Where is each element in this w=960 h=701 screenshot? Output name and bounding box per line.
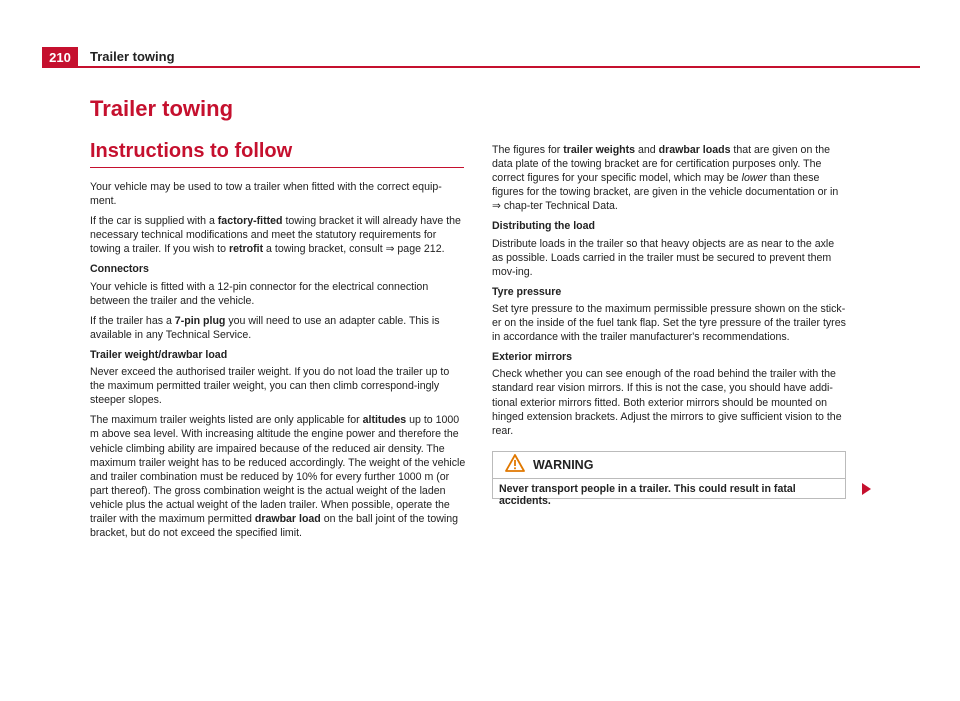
trailer-weight-paragraph: Never exceed the authorised trailer weight. If you do not load the trailer up to the maximum permitted trailer weight, you can then climb correspond-ingly steeper slopes.	[90, 366, 450, 407]
left-column	[90, 180, 466, 546]
chapter-title: Trailer towing	[90, 96, 234, 121]
load-heading: Distributing the load	[492, 220, 595, 233]
page-number: 210	[42, 47, 78, 67]
warning-text-wrapper	[493, 479, 845, 507]
running-title: Trailer towing	[90, 49, 175, 64]
tyre-paragraph: Set tyre pressure to the maximum permissible pressure shown on the stick-er on the inside of the fuel tank flap. Set the tyre pressure of the trailer tyres in accordance with the trailer manufacturer's recommendations.	[492, 302, 846, 344]
figures-paragraph: The figures for trailer weights and drawbar loads that are given on the data plate of the towing bracket are for certification purposes only. The correct figures for your specific model, which may be lower than these figures for the towing bracket, are given in the vehicle documentation or in ⇒ chap-ter Technical Data.	[492, 144, 839, 213]
right-column	[492, 143, 848, 444]
warning-title: WARNING	[533, 458, 594, 472]
header-rule	[42, 66, 920, 68]
intro-paragraph: Your vehicle may be used to tow a trailer when fitted with the correct equip-ment.	[90, 181, 442, 208]
warning-triangle-icon	[505, 454, 525, 477]
continue-arrow-icon	[862, 483, 871, 495]
page-header	[0, 0, 960, 70]
connectors-paragraph: Your vehicle is fitted with a 12-pin connector for the electrical connection between the trailer and the vehicle.	[90, 280, 429, 307]
mirrors-heading: Exterior mirrors	[492, 351, 573, 364]
altitude-paragraph: The maximum trailer weights listed are only applicable for altitudes up to 1000 m above sea level. With increasing altitude the engine power and therefore the vehicle climbing ability are impaired because of the reduced air density. The maximum trailer weight has to be reduced accordingly. The weight of the vehicle and trailer combination must be reduced by 10% for every further 1000 m (or part thereof). The gross combination weight is the actual weight of the laden vehicle plus the actual weight of the laden trailer. When possible, operate the trailer with the maximum permitted drawbar load on the ball joint of the towing bracket, but do not exceed the specified limit.	[90, 414, 466, 540]
mirrors-paragraph: Check whether you can see enough of the road behind the trailer with the standard rear vision mirrors. If this is not the case, you should have addi-tional exterior mirrors fitted. Both exterior mirrors should be mounted on hinged extension brackets. Adjust the mirrors to give sufficient vision to the rear.	[492, 368, 842, 437]
load-paragraph: Distribute loads in the trailer so that heavy objects are as near to the axle as possible. Loads carried in the trailer must be secured to prevent them mov-ing.	[492, 237, 835, 278]
warning-text: Never transport people in a trailer. This could result in fatal accidents.	[499, 483, 796, 507]
trailer-weight-heading: Trailer weight/drawbar load	[90, 348, 228, 361]
warning-header	[493, 452, 845, 479]
tyre-heading: Tyre pressure	[492, 285, 562, 298]
adapter-paragraph: If the trailer has a 7-pin plug you will need to use an adapter cable. This is available in any Technical Service.	[90, 314, 440, 341]
connectors-heading: Connectors	[90, 263, 149, 276]
towing-bracket-paragraph: If the car is supplied with a factory-fitted towing bracket it will already have the necessary technical modifications and meet the statutory requirements for towing a trailer. If you wish to retrofit a towing bracket, consult ⇒ page 212.	[90, 215, 461, 256]
section-title: Instructions to follow	[90, 140, 464, 168]
warning-box	[492, 451, 846, 507]
